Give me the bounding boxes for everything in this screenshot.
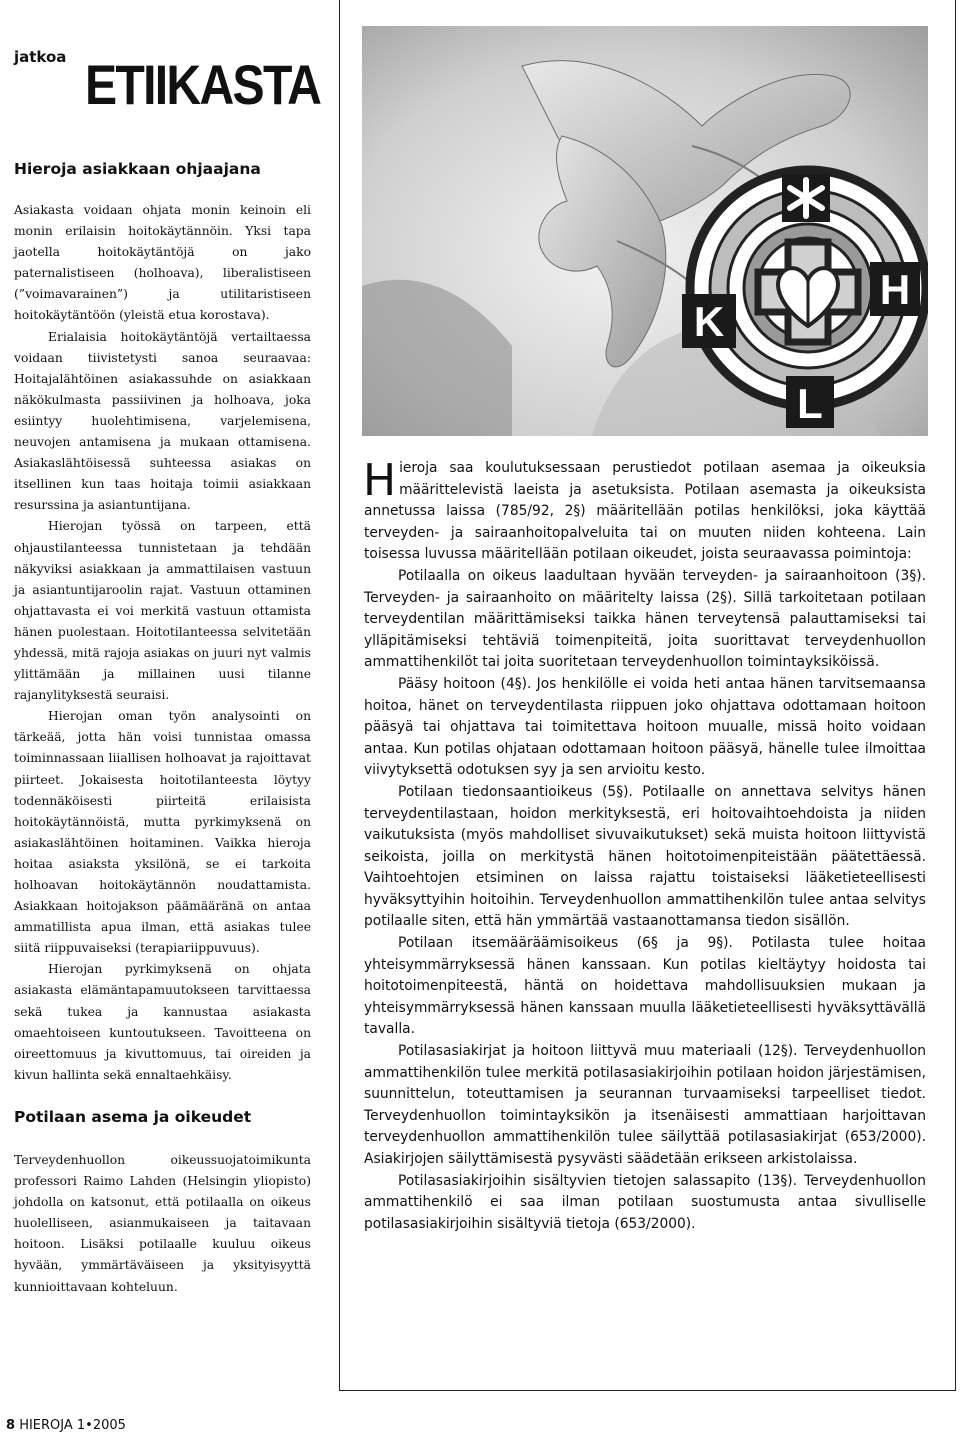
section-body-patient-rights [14,1150,311,1298]
kicker-label: jatkoa [14,48,67,66]
paragraph: Potilasasiakirjat ja hoitoon liittyvä muu materiaali (12§). Terveydenhuollon ammattihenkilön tulee merkitä potilasasiakirjoihin potilaan hoidon järjestämisen, suunnittelun, toteuttamisen ja seurannan turvaamiseksi tarpeelliset tiedot. Terveydenhuollon toimintayksikön ja itsenäisesti ammattiaan harjoittavan terveydenhuollon ammattihenkilön tulee säilyttää potilasasiakirjat (653/2000). Asiakirjojen säilyttämisestä pysyvästi säädetään erikseen arkistolaissa. [364,1043,926,1167]
hands-illustration [362,26,928,436]
section-heading-patient-rights: Potilaan asema ja oikeudet [14,1107,252,1126]
paragraph: Potilaan itsemääräämisoikeus (6§ ja 9§). Potilasta tulee hoitaa yhteisymmärryksessä hänen kanssaan. Kun potilas kieltäytyy hoidosta tai hoitotoimenpiteestä, häntä on hoidettava mahdollisuuksien mukaan ja yhteisymmärryksessä hänen kanssaan muulla lääketieteellisesti hyväksyttävällä tavalla. [364,935,926,1038]
section-heading-counselor: Hieroja asiakkaan ohjaajana [14,160,261,178]
paragraph: Asiakasta voidaan ohjata monin keinoin eli monin erilaisin hoitokäytännöin. Yksi tapa jaotella hoitokäytäntöjä on jako paternalistiseen (holhoava), liberalistiseen (”voimavarainen”) ja utilitaristiseen hoitokäytäntöön (yleistä etua korostava). [14,203,311,323]
logo-letter-k: K [693,298,725,345]
paragraph: Potilasasiakirjoihin sisältyvien tietojen salassapito (13§). Terveydenhuollon ammattihenkilö ei saa ilman potilaan suostumusta antaa sivulliselle potilasasiakirjoihin sisältyviä tietoja (653/2000). [364,1172,926,1232]
dropcap: H [363,455,397,506]
page-number: 8 [6,1418,16,1433]
page-footer [6,1418,126,1433]
lead-paragraph [363,455,926,566]
paragraph: Potilaalla on oikeus laadultaan hyvään terveyden- ja sairaanhoitoon (3§). Terveyden- ja sairaanhoito on määritelty laissa (2§). Sillä tarkoitetaan potilaan terveydentilan määrittämiseksi taikka hänen terveytensä palauttamiseksi tai ylläpitämiseksi tehtäviä toimenpiteitä, joita suorittavat terveydenhuollon ammattihenkilöt tai joita suoritetaan terveydenhuollon toimintayksiköissä. [364,567,926,671]
left-column [14,158,311,1298]
lead-text: ieroja saa koulutuksessaan perustiedot potilaan asemaa ja oikeuksia määrittelevistä laeista ja asetuksista. Potilaan asemasta ja oikeuksista annetussa laissa (785/92, 2§) määritellään potilas henkilöksi, joka käyttää terveyden- ja sairaanhoitopalveluita tai on muuten niiden kohteena. Lain toisessa luvussa määritellään potilaan oikeudet, joista seuraavassa poimintoja: [364,460,926,563]
paragraph: Pääsy hoitoon (4§). Jos henkilölle ei voida heti antaa hänen tarvitsemaansa hoitoa, hänet on terveydentilasta riippuen joko ohjattava odottamaan hoitoon pääsyä tai ohjattava tai toimitettava hoitoon muualle, missä hoito voidaan antaa. Kun potilas ohjataan odottamaan hoitoon pääsyä, hänelle tulee ilmoittaa viivytyksettä odotuksen syy ja sen arvioitu kesto. [364,675,926,779]
paragraph: Potilaan tiedonsaantioikeus (5§). Potilaalle on annettava selvitys hänen terveydentilastaan, hoidon merkityksestä, eri hoitovaihtoehdoista ja niiden vaikutuksista (myös mahdolliset sivuvaikutukset) sekä muista hoitoon liittyvistä seikoista, joilla on merkitystä hänen hoitotoimenpiteistään päätettäessä. Vaihtoehtojen etsiminen on laissa rajattu toistaiseksi lääketieteellisesti hyväksyttyihin hoitoihin. Terveydenhuollon ammattihenkilön tulee antaa selvitys potilaalle siten, että hän ymmärtää vastaanottamansa tiedon sisällön. [364,783,926,930]
paragraph: Terveydenhuollon oikeussuojatoimikunta professori Raimo Lahden (Helsingin yliopisto) johdolla on katsonut, että potilaalla on oikeus huolelliseen, asianmukaiseen ja taitavaan hoitoon. Lisäksi potilaalle kuuluu oikeus hyvään, ymmärtäväiseen ja yksityisyyttä kunnioittavaan kohteluun. [14,1152,311,1294]
paragraph: Erialaisia hoitokäytäntöjä vertailtaessa voidaan tiivistetysti sanoa seuraavaa: Hoitajalähtöinen asiakassuhde on asiakkaan näkökulmasta passiivinen ja holhoava, joka esiintyy huolehtimisena, varjelemisena, neuvojen antamisena ja mukaan ottamisena. Asiakaslähtöisessä suhteessa asiakas on itsellinen kun taas hoitaja toimii asiakkaan resurssina ja asiantuntijana. [14,329,311,513]
paragraph: Hierojan oman työn analysointi on tärkeää, jotta hän voisi tunnistaa omassa toiminnassaan liiallisen holhoavat ja rajoittavat piirteet. Jokaisesta hoitotilanteesta löytyy todennäköisesti piirteitä erilaisista hoitokäytännöistä, mutta pyrkimyksenä on asiakaslähtöinen hoitaminen. Vaikka hieroja hoitaa asiaksta yksilönä, se ei tarkoita holhoavan hoitokäytännön noudattamista. Asiakkaan hoitojakson päämääränä on antaa ammatillista apua ilman, että asiakas tulee siitä riippuvaiseksi (terapiariippuvuus). [14,709,311,956]
logo-letter-l: L [797,380,823,427]
paragraph: Hierojan työssä on tarpeen, että ohjaustilanteessa tunnistetaan ja tehdään näkyviksi asiakkaan ja ammattilaisen vastuun ja asiantuntijaroolin rajat. Vastuun ottaminen ohjattavasta ei voi merkitä vastuun ottamista hänen puolestaan. Hoitotilanteessa selvitetään yhdessä, mitä rajoja asiakas on juuri nyt valmis ylittämään ja millainen uusi tilanne rajanylityksestä seuraisi. [14,519,311,703]
right-column [363,455,926,1235]
section-body-counselor [14,200,311,1086]
logo-letter-h: H [879,266,911,313]
publication-name: HIEROJA 1•2005 [19,1418,126,1433]
hands-photo [362,26,928,436]
paragraph: Hierojan pyrkimyksenä on ohjata asiakasta elämäntapamuutokseen tarvittaessa sekä tukea ja kannustaa asiakasta omaehtoiseen kuntoutukseen. Tavoitteena on oireettomuus ja kivuttomuus, tai oireiden ja kivun hallinta sekä ennaltaehkäisy. [14,962,311,1082]
page-title: ETIIKASTA [85,53,321,116]
